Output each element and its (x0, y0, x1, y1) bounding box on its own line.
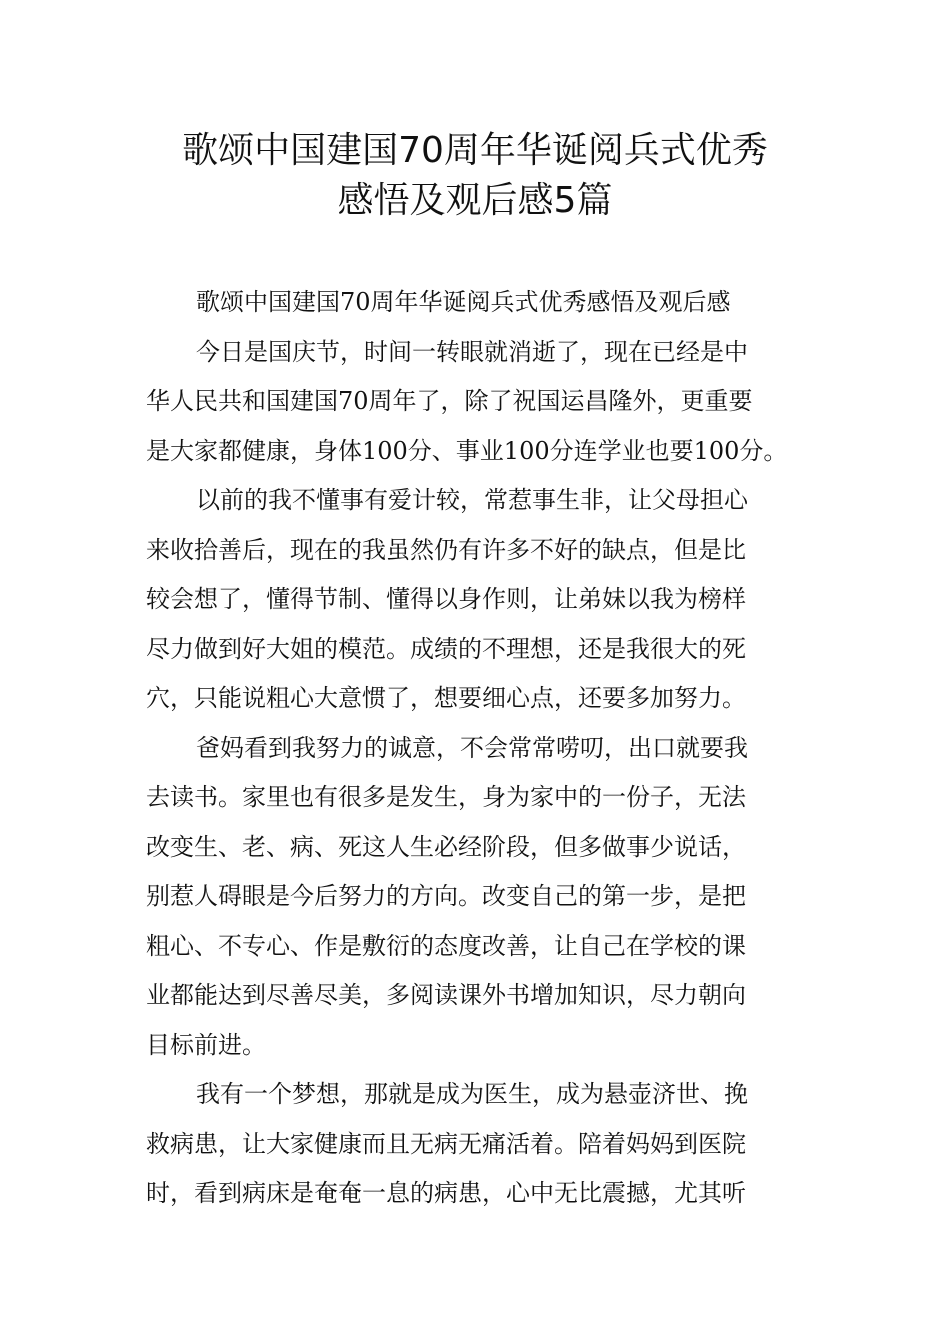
paragraph-2-line-5: 穴，只能说粗心大意惯了，想要细心点，还要多加努力。 (146, 684, 746, 712)
paragraph-1-line-1: 今日是国庆节，时间一转眼就消逝了，现在已经是中 (196, 337, 748, 366)
paragraph-4-line-1: 我有一个梦想，那就是成为医生，成为悬壶济世、挽 (196, 1080, 748, 1108)
paragraph-3-line-4: 别惹人碍眼是今后努力的方向。改变自己的第一步，是把 (146, 882, 746, 910)
document-title (120, 126, 830, 226)
paragraph-3-line-3: 改变生、老、病、死这人生必经阶段，但多做事少说话， (146, 832, 746, 861)
paragraph-2-line-1: 以前的我不懂事有爱计较，常惹事生非，让父母担心 (196, 486, 748, 514)
paragraph-2-line-4: 尽力做到好大姐的模范。成绩的不理想，还是我很大的死 (146, 634, 746, 663)
paragraph-1-line-2: 华人民共和国建国70周年了，除了祝国运昌隆外，更重要 (146, 387, 753, 415)
paragraph-3-line-5: 粗心、不专心、作是敷衍的态度改善，让自己在学校的课 (146, 931, 746, 960)
paragraph-3-line-7: 目标前进。 (146, 1030, 266, 1059)
paragraph-1-line-3: 是大家都健康，身体100分、事业100分连学业也要100分。 (146, 436, 788, 465)
subtitle-line: 歌颂中国建国70周年华诞阅兵式优秀感悟及观后感 (196, 288, 731, 316)
paragraph-3-line-6: 业都能达到尽善尽美，多阅读课外书增加知识，尽力朝向 (146, 981, 746, 1009)
paragraph-2-line-3: 较会想了，懂得节制、懂得以身作则，让弟妹以我为榜样 (146, 585, 746, 613)
paragraph-3-line-2: 去读书。家里也有很多是发生，身为家中的一份子，无法 (146, 783, 746, 811)
title-line-1: 歌颂中国建国70周年华诞阅兵式优秀 (182, 130, 768, 171)
paragraph-3-line-1: 爸妈看到我努力的诚意，不会常常唠叨，出口就要我 (196, 733, 748, 762)
paragraph-4-line-2: 救病患，让大家健康而且无病无痛活着。陪着妈妈到医院 (146, 1129, 746, 1158)
paragraph-4-line-3: 时，看到病床是奄奄一息的病患，心中无比震撼，尤其听 (146, 1179, 746, 1207)
title-line-2: 感悟及观后感5篇 (337, 180, 613, 221)
paragraph-2-line-2: 来收拾善后，现在的我虽然仍有许多不好的缺点，但是比 (146, 535, 746, 564)
document-body (146, 278, 816, 1219)
